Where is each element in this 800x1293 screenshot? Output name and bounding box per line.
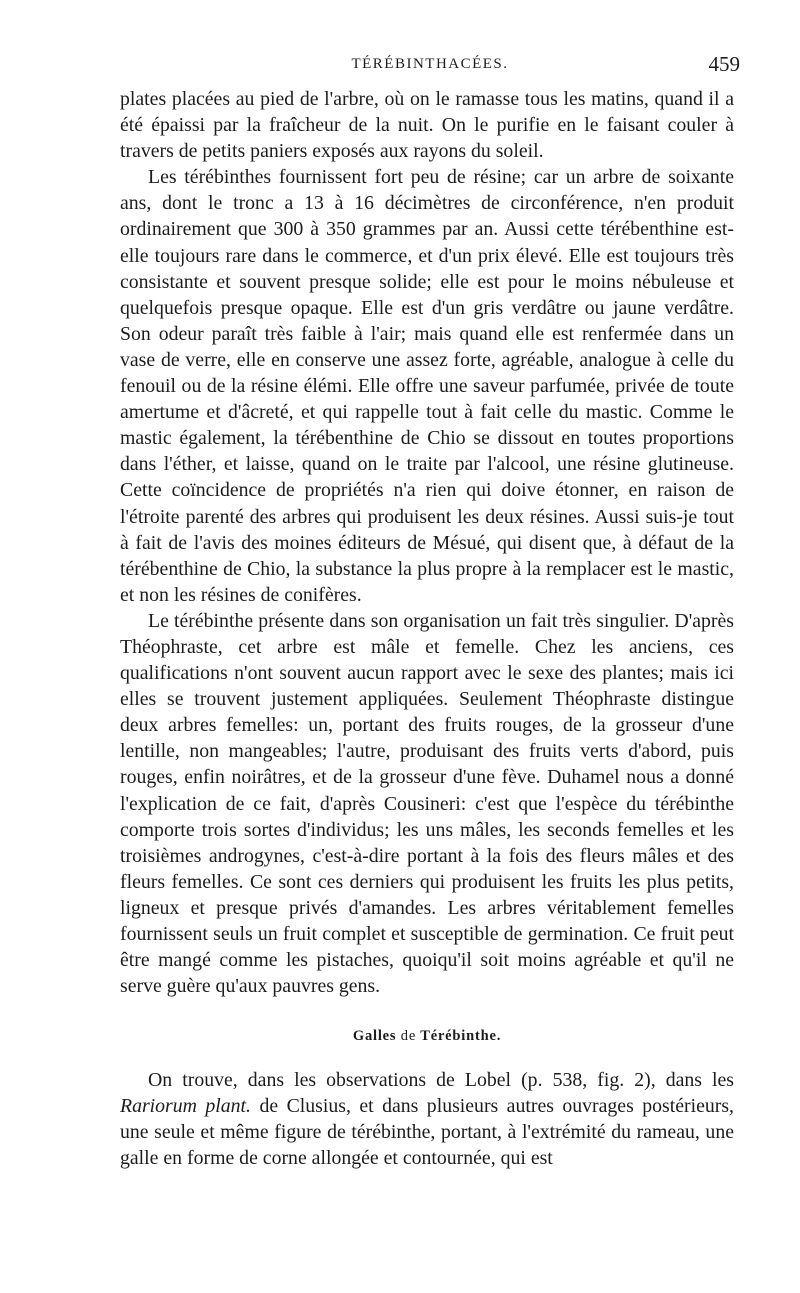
paragraph: Le térébinthe présente dans son organisation un fait très singulier. D'après Théophraste, cet arbre est mâle et femelle. Chez les anciens, ces qualifications n'ont souvent aucun rapport avec le sexe des plantes; mais ici elles se trouvent justement appliquées. Seulement Théophraste distingue deux arbres femelles: un, portant des fruits rouges, de la grosseur d'une lentille, non mangeables; l'autre, produisant des fruits verts d'abord, puis rouges, enfin noirâtres, et de la grosseur d'une fève. Duhamel nous a donné l'explication de ce fait, d'après Cousineri: c'est que l'espèce du térébinthe comporte trois sortes d'individus; les uns mâles, les seconds femelles et les troisièmes androgynes, c'est-à-dire portant à la fois des fleurs mâles et des fleurs femelles. Ce sont ces derniers qui produisent les fruits les plus petits, ligneux et presque privés d'amandes. Les arbres véritablement femelles fournissent seuls un fruit complet et susceptible de germination. Ce fruit peut être mangé comme les pistaches, quoiqu'il soit moins agréable et qu'il ne serve guère qu'aux pauvres gens. bbox=[120, 609, 734, 998]
paragraph-continued: plates placées au pied de l'arbre, où on le ramasse tous les matins, quand il a été épaissi par la fraîcheur de la nuit. On le purifie en le faisant couler à travers de petits paniers exposés aux rayons du soleil. bbox=[120, 88, 734, 163]
section-heading-word: de bbox=[400, 1028, 417, 1044]
running-title: TÉRÉBINTHACÉES. bbox=[351, 56, 509, 72]
running-header bbox=[120, 52, 740, 82]
section-text bbox=[120, 1067, 734, 1171]
section-heading bbox=[120, 1028, 734, 1045]
main-text bbox=[120, 86, 734, 999]
paragraph bbox=[120, 1067, 734, 1171]
page-number: 459 bbox=[708, 52, 740, 76]
paragraph-text: de Clusius, et dans plusieurs autres ouvrages postérieurs, une seule et même figure de térébinthe, portant, à l'extrémité du rameau, une galle en forme de corne allongée et contournée, qui est bbox=[120, 1095, 734, 1170]
paragraph-text: On trouve, dans les observations de Lobel (p. 538, fig. 2), dans les bbox=[148, 1069, 734, 1091]
section-heading-word: Térébinthe. bbox=[420, 1028, 502, 1044]
book-title: Rariorum plant. bbox=[120, 1095, 251, 1118]
paragraph: Les térébinthes fournissent fort peu de résine; car un arbre de soixante ans, dont le tronc a 13 à 16 décimètres de circonférence, n'en produit ordinairement que 300 à 350 grammes par an. Aussi cette térébenthine est-elle toujours rare dans le commerce, et d'un prix élevé. Elle est toujours très consistante et souvent presque solide; elle est pour le moins nébuleuse et quelquefois presque opaque. Elle est d'un gris verdâtre ou jaune verdâtre. Son odeur paraît très faible à l'air; mais quand elle est renfermée dans un vase de verre, elle en conserve une assez forte, agréable, analogue à celle du fenouil ou de la résine élémi. Elle offre une saveur parfumée, privée de toute amertume et d'âcreté, et qui rappelle tout à fait celle du mastic. Comme le mastic également, la térébenthine de Chio se dissout en toutes proportions dans l'éther, et laisse, quand on le traite par l'alcool, une résine glutineuse. Cette coïncidence de propriétés n'a rien qui doive étonner, en raison de l'étroite parenté des arbres qui produisent les deux résines. Aussi suis-je tout à fait de l'avis des moines éditeurs de Mésué, qui disent que, à défaut de la térébenthine de Chio, la substance la plus propre à la remplacer est le mastic, et non les résines de conifères. bbox=[120, 166, 734, 606]
section-heading-word: Galles bbox=[352, 1028, 397, 1044]
